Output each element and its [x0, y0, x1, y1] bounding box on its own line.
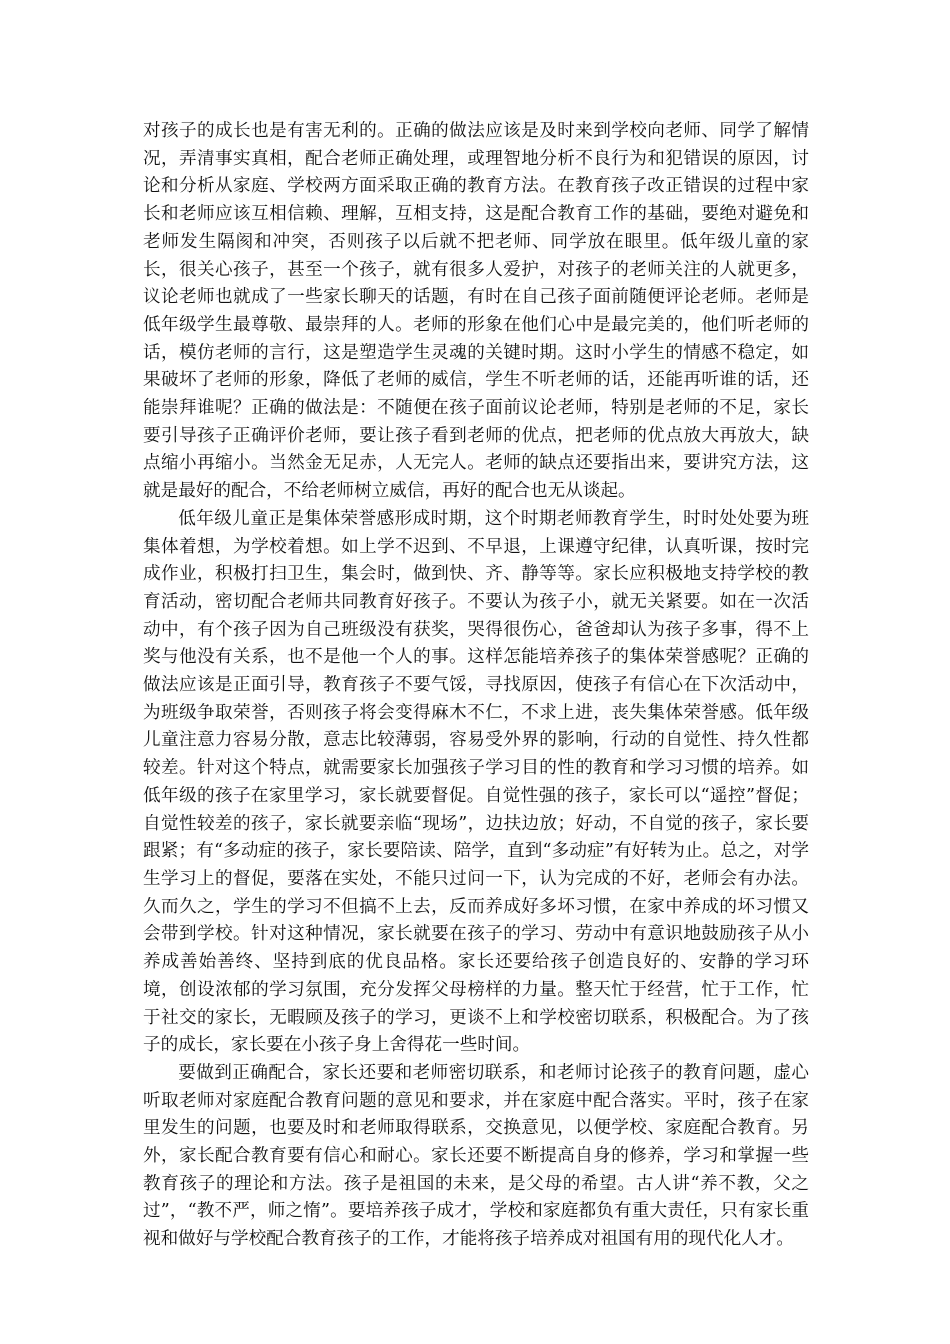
- paragraph-3: 要做到正确配合，家长还要和老师密切联系，和老师讨论孩子的教育问题，虚心听取老师对家庭配合教育问题的意见和要求，并在家庭中配合落实。平时，孩子在家里发生的问题，也要及时和老师取得联系，交换意见，以便学校、家庭配合教育。另外，家长配合教育要有信心和耐心。家长还要不断提高自身的修养，学习和掌握一些教育孩子的理论和方法。孩子是祖国的未来，是父母的希望。古人讲“养不教，父之过”，“教不严，师之惰”。要培养孩子成才，学校和家庭都负有重大责任，只有家长重视和做好与学校配合教育孩子的工作，才能将孩子培养成对祖国有用的现代化人才。: [143, 1062, 809, 1250]
- paragraph-2: 低年级儿童正是集体荣誉感形成时期，这个时期老师教育学生，时时处处要为班集体着想，为学校着想。如上学不迟到、不早退，上课遵守纪律，认真听课，按时完成作业，积极打扫卫生，集会时，做到快、齐、静等等。家长应积极地支持学校的教育活动，密切配合老师共同教育好孩子。不要认为孩子小，就无关紧要。如在一次活动中，有个孩子因为自己班级没有获奖，哭得很伤心，爸爸却认为孩子多事，得不上奖与他没有关系，也不是他一个人的事。这样怎能培养孩子的集体荣誉感呢？正确的做法应该是正面引导，教育孩子不要气馁，寻找原因，使孩子有信心在下次活动中，为班级争取荣誉，否则孩子将会变得麻木不仁，不求上进，丧失集体荣誉感。低年级儿童注意力容易分散，意志比较薄弱，容易受外界的影响，行动的自觉性、持久性都较差。针对这个特点，就需要家长加强孩子学习目的性的教育和学习习惯的培养。如低年级的孩子在家里学习，家长就要督促。自觉性强的孩子，家长可以“遥控”督促；自觉性较差的孩子，家长就要亲临“现场”，边扶边放；好动，不自觉的孩子，家长要跟紧；有“多动症的孩子，家长要陪读、陪学，直到“多动症”有好转为止。总之，对学生学习上的督促，要落在实处，不能只过问一下，认为完成的不好，老师会有办法。久而久之，学生的学习不但搞不上去，反而养成好多坏习惯，在家中养成的坏习惯又会带到学校。针对这种情况，家长就要在孩子的学习、劳动中有意识地鼓励孩子从小养成善始善终、坚持到底的优良品格。家长还要给孩子创造良好的、安静的学习环境，创设浓郁的学习氛围，充分发挥父母榜样的力量。整天忙于经营，忙于工作，忙于社交的家长，无暇顾及孩子的学习，更谈不上和学校密切联系，积极配合。为了孩子的成长，家长要在小孩子身上舍得花一些时间。: [143, 508, 809, 1056]
- paragraph-1: 对孩子的成长也是有害无利的。正确的做法应该是及时来到学校向老师、同学了解情况，弄清事实真相，配合老师正确处理，或理智地分析不良行为和犯错误的原因，讨论和分析从家庭、学校两方面采取正确的教育方法。在教育孩子改正错误的过程中家长和老师应该互相信赖、理解，互相支持，这是配合教育工作的基础，要绝对避免和老师发生隔阂和冲突，否则孩子以后就不把老师、同学放在眼里。低年级儿童的家长，很关心孩子，甚至一个孩子，就有很多人爱护，对孩子的老师关注的人就更多，议论老师也就成了一些家长聊天的话题，有时在自己孩子面前随便评论老师。老师是低年级学生最尊敬、最崇拜的人。老师的形象在他们心中是最完美的，他们听老师的话，模仿老师的言行，这是塑造学生灵魂的关键时期。这时小学生的情感不稳定，如果破坏了老师的形象，降低了老师的威信，学生不听老师的话，还能再听谁的话，还能崇拜谁呢？正确的做法是：不随便在孩子面前议论老师，特别是老师的不足，家长要引导孩子正确评价老师，要让孩子看到老师的优点，把老师的优点放大再放大，缺点缩小再缩小。当然金无足赤，人无完人。老师的缺点还要指出来，要讲究方法，这就是最好的配合，不给老师树立威信，再好的配合也无从谈起。: [143, 121, 809, 502]
- document-body: [143, 118, 809, 1254]
